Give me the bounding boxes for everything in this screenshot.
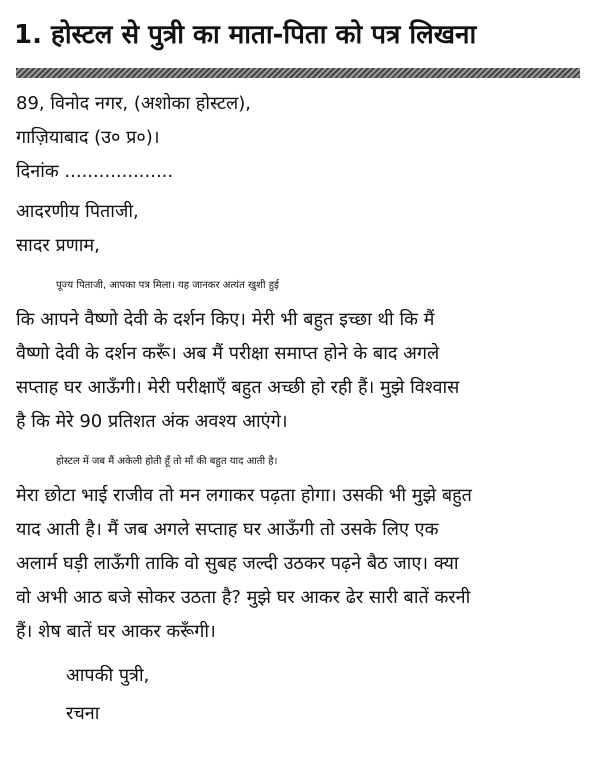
address-line-1: 89, विनोद नगर, (अशोका होस्टल), [16,93,252,114]
body-para2-line: मेरा छोटा भाई राजीव तो मन लगाकर पढ़ता होगा। उसकी भी मुझे बहुत [16,485,472,506]
salutation-pranam: सादर प्रणाम, [16,235,100,256]
body-para2-line: हैं। शेष बातें घर आकर करूँगी। [16,621,216,642]
body-para1-line: कि आपने वैष्णो देवी के दर्शन किए। मेरी भी बहुत इच्छा थी कि मैं [16,309,435,330]
closing-signoff: आपकी पुत्री, [66,665,150,686]
address-line-2: गाज़ियाबाद (उ० प्र०)। [16,127,160,148]
body-para2-line: याद आती है। मैं जब अगले सप्ताह घर आऊँगी तो उसके लिए एक [16,519,439,540]
body-para2-line: अलार्म घड़ी लाऊँगी ताकि वो सुबह जल्दी उठकर पढ़ने बैठ जाए। क्या [16,553,459,574]
body-para1-line: सप्ताह घर आऊँगी। मेरी परीक्षाएँ बहुत अच्छी हो रही हैं। मुझे विश्वास [16,377,460,398]
body-para2-line: होस्टल में जब मैं अकेली होती हूँ तो माँ की बहुत याद आती है। [56,456,278,467]
body-para1-line: पूज्य पिताजी, आपका पत्र मिला। यह जानकर अत्यंत खुशी हुई [56,280,279,291]
closing-name: रचना [66,703,100,724]
body-para1-line: है कि मेरे 90 प्रतिशत अंक अवश्य आएंगे। [16,411,288,432]
title-divider [16,68,580,78]
page-title: 1. होस्टल से पुत्री का माता-पिता को पत्र लिखना [14,20,477,50]
body-para2-line: वो अभी आठ बजे सोकर उठता है? मुझे घर आकर ढेर सारी बातें करनी [16,587,471,608]
body-para1-line: वैष्णो देवी के दर्शन करूँ। अब मैं परीक्षा समाप्त होने के बाद अगले [16,343,440,364]
date-line: दिनांक ................... [16,161,174,182]
salutation-greeting: आदरणीय पिताजी, [16,201,139,222]
